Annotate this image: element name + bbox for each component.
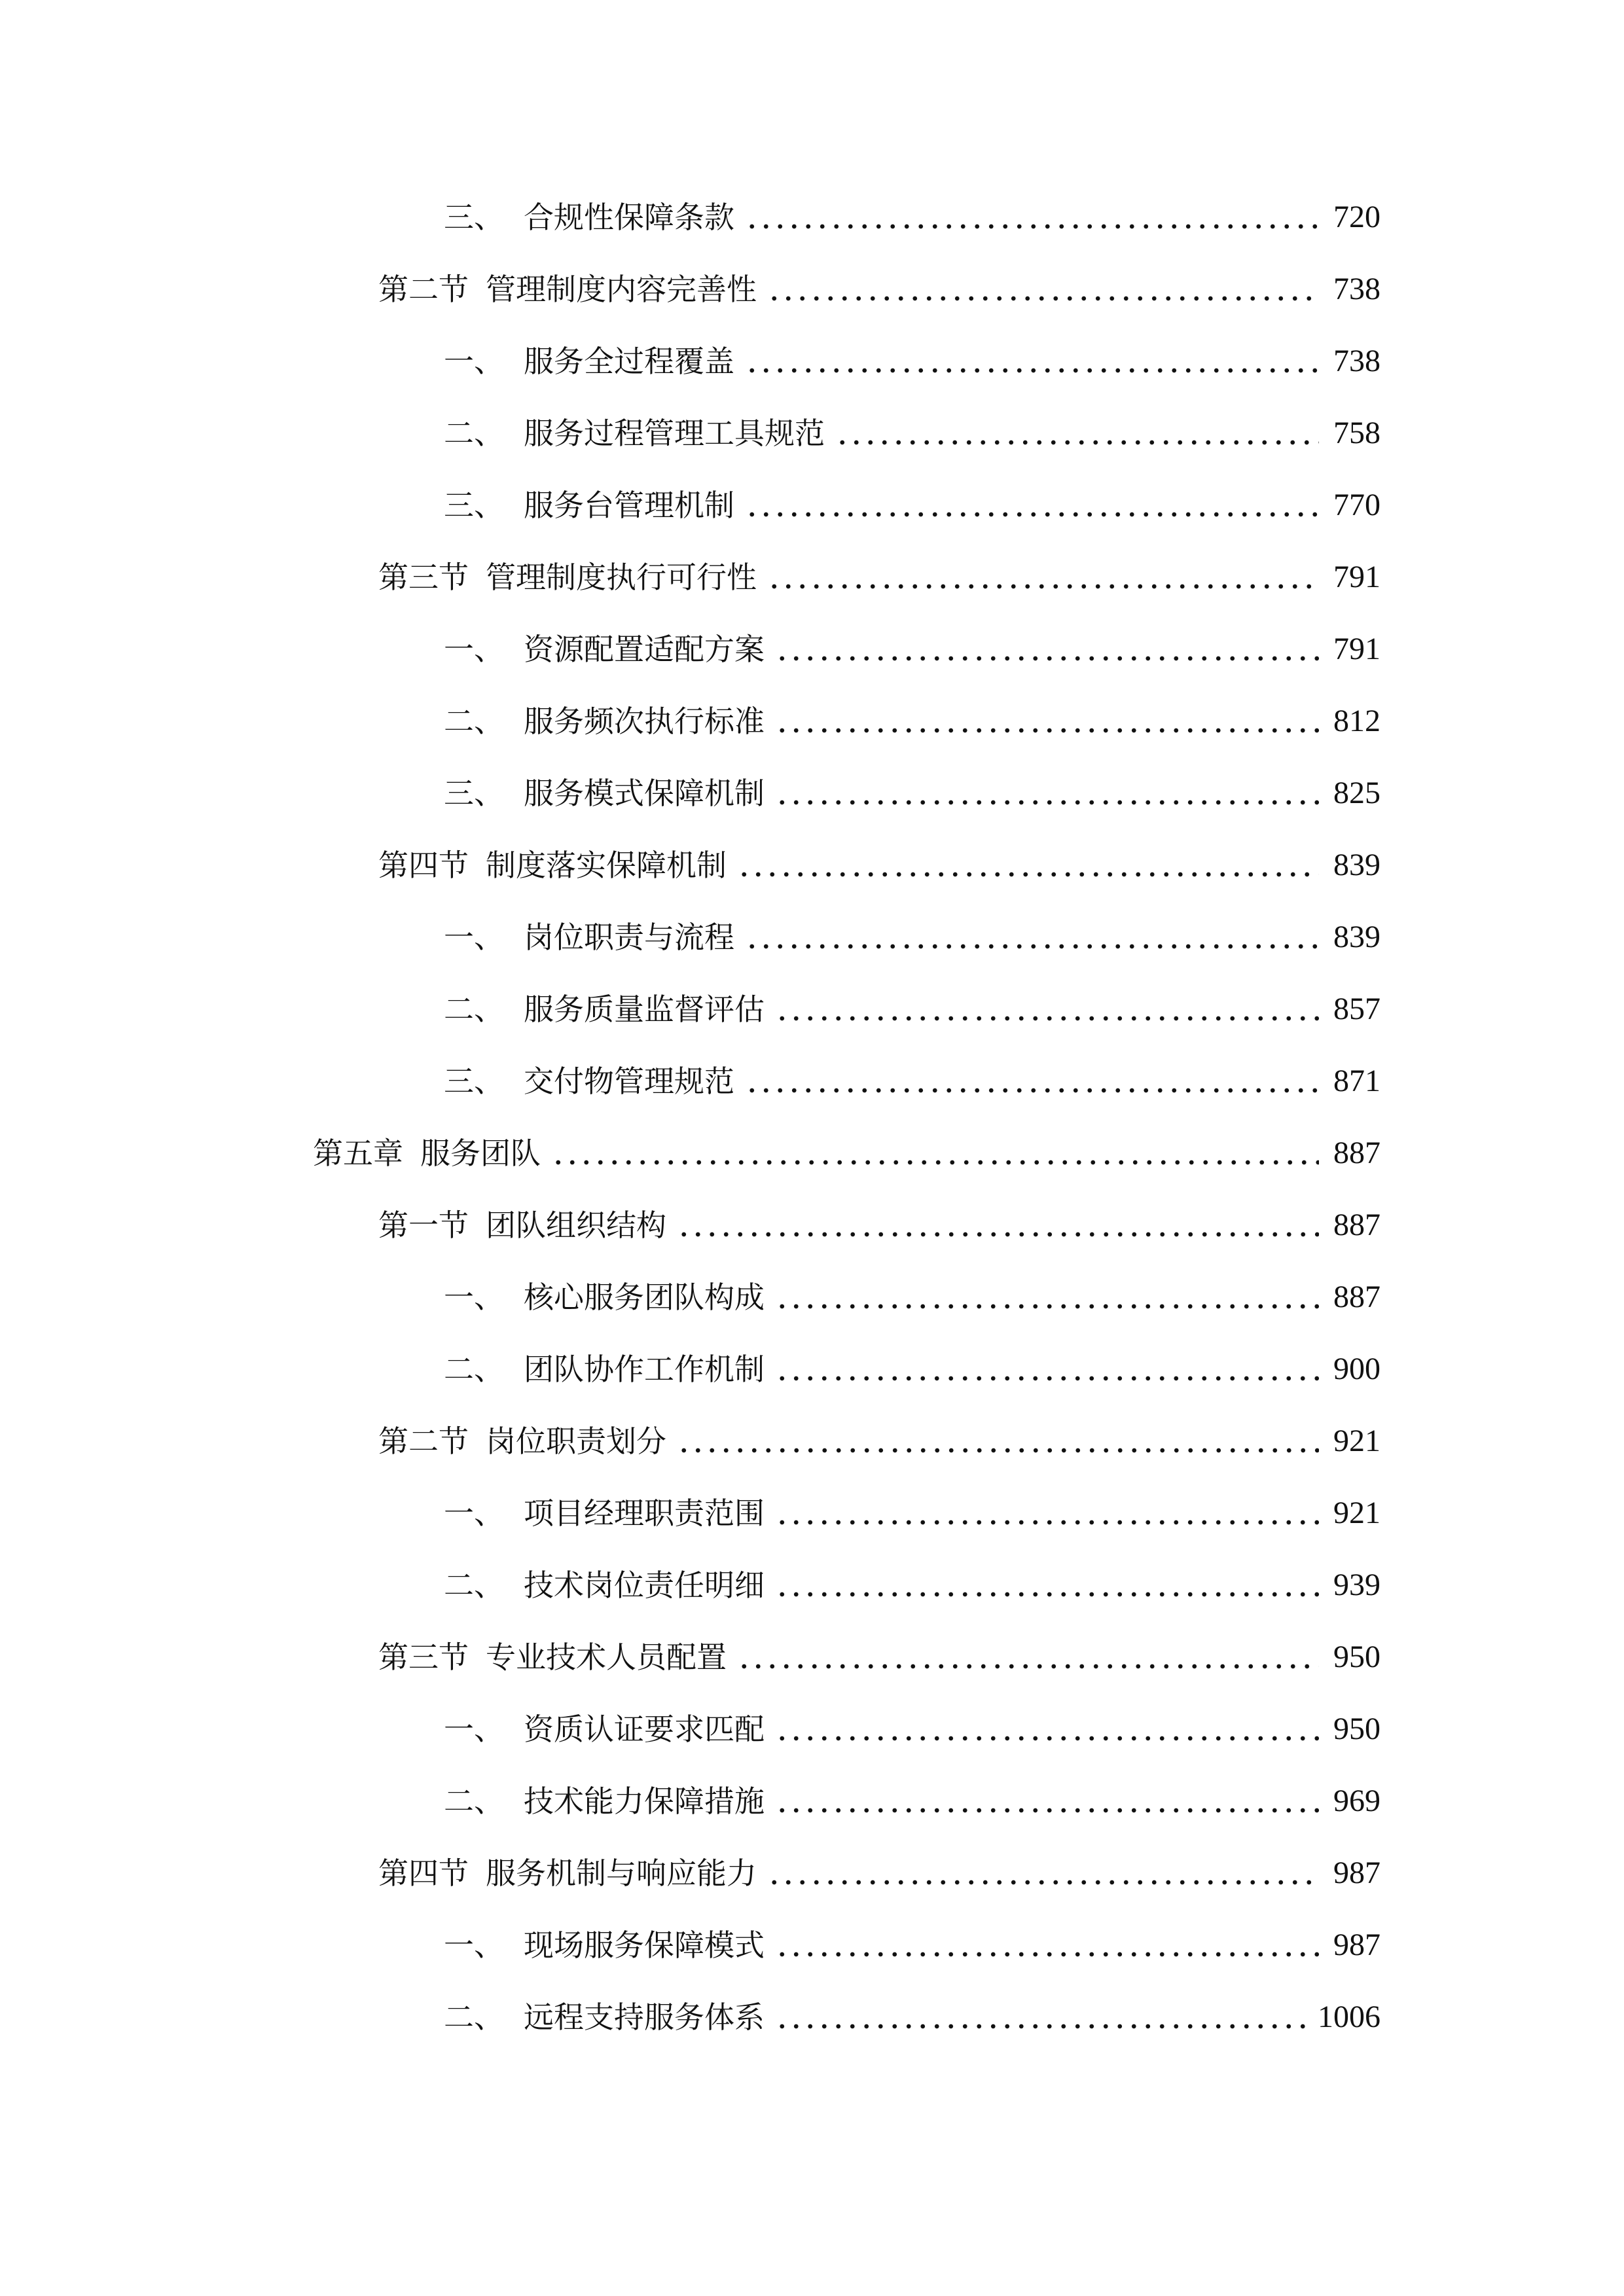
toc-entry-number: 一、 — [444, 1280, 504, 1315]
toc-entry-page-number: 825 — [1333, 776, 1380, 810]
toc-entry-number: 二、 — [444, 2000, 504, 2035]
dot-leader — [767, 296, 1319, 301]
toc-entry[interactable] — [444, 1055, 1380, 1107]
toc-entry-number: 一、 — [444, 1712, 504, 1747]
toc-entry[interactable] — [444, 911, 1380, 963]
toc-entry[interactable] — [313, 1127, 1380, 1179]
toc-entry-page-number: 950 — [1333, 1712, 1380, 1746]
toc-entry-number: 第二节 — [378, 272, 469, 307]
toc-entry-title: 合规性保障条款 — [524, 200, 734, 235]
toc-entry[interactable] — [444, 1271, 1380, 1323]
toc-entry-page-number: 887 — [1333, 1280, 1380, 1314]
dot-leader — [775, 1016, 1319, 1021]
toc-entry-number: 一、 — [444, 632, 504, 667]
toc-entry[interactable] — [444, 1487, 1380, 1539]
toc-entry-page-number: 969 — [1333, 1784, 1380, 1818]
toc-entry[interactable] — [444, 1991, 1380, 2043]
dot-leader — [775, 728, 1319, 733]
toc-entry[interactable] — [378, 1631, 1380, 1683]
toc-entry[interactable] — [444, 623, 1380, 675]
dot-leader — [775, 800, 1319, 805]
toc-entry-title: 岗位职责划分 — [486, 1424, 666, 1459]
toc-entry-title: 核心服务团队构成 — [524, 1280, 765, 1315]
toc-entry-page-number: 950 — [1333, 1640, 1380, 1674]
toc-entry-page-number: 770 — [1333, 488, 1380, 522]
toc-entry-page-number: 987 — [1333, 1856, 1380, 1890]
dot-leader — [737, 872, 1319, 877]
toc-entry-page-number: 921 — [1333, 1424, 1380, 1458]
toc-entry-number: 二、 — [444, 704, 504, 739]
toc-entry-page-number: 939 — [1333, 1568, 1380, 1602]
toc-entry-number: 一、 — [444, 920, 504, 955]
toc-entry[interactable] — [378, 551, 1380, 603]
dot-leader — [745, 368, 1319, 373]
dot-leader — [775, 1520, 1319, 1525]
toc-entry-number: 第五章 — [313, 1136, 403, 1171]
toc-entry-number: 第三节 — [378, 560, 469, 595]
toc-entry-title: 交付物管理规范 — [524, 1064, 734, 1099]
dot-leader — [775, 656, 1319, 661]
toc-entry-number: 一、 — [444, 1928, 504, 1963]
dot-leader — [775, 1376, 1319, 1381]
toc-entry-title: 服务台管理机制 — [524, 488, 734, 523]
toc-entry-number: 第一节 — [378, 1208, 469, 1243]
toc-entry-page-number: 1006 — [1318, 2000, 1380, 2034]
toc-entry-number: 二、 — [444, 1784, 504, 1819]
toc-entry-page-number: 720 — [1333, 200, 1380, 234]
toc-entry[interactable] — [444, 1559, 1380, 1611]
dot-leader — [551, 1160, 1319, 1165]
toc-entry-number: 三、 — [444, 488, 504, 523]
toc-entry-title: 团队组织结构 — [486, 1208, 666, 1243]
toc-entry-number: 第四节 — [378, 1856, 469, 1891]
dot-leader — [677, 1232, 1319, 1237]
toc-entry[interactable] — [378, 1847, 1380, 1899]
dot-leader — [737, 1664, 1319, 1669]
dot-leader — [767, 1880, 1319, 1885]
toc-entry-title: 管理制度执行可行性 — [486, 560, 757, 595]
toc-entry-page-number: 738 — [1333, 272, 1380, 306]
toc-entry-title: 团队协作工作机制 — [524, 1352, 765, 1387]
toc-entry-page-number: 839 — [1333, 920, 1380, 954]
dot-leader — [835, 440, 1319, 445]
dot-leader — [775, 1808, 1319, 1813]
dot-leader — [775, 1736, 1319, 1741]
toc-entry-number: 三、 — [444, 1064, 504, 1099]
dot-leader — [775, 2024, 1308, 2029]
toc-entry-number: 一、 — [444, 1496, 504, 1531]
toc-entry[interactable] — [444, 767, 1380, 819]
toc-entry-page-number: 887 — [1333, 1136, 1380, 1170]
dot-leader — [775, 1952, 1319, 1957]
toc-entry-page-number: 791 — [1333, 632, 1380, 666]
toc-entry-page-number: 812 — [1333, 704, 1380, 738]
toc-entry-page-number: 857 — [1333, 992, 1380, 1026]
toc-entry[interactable] — [378, 263, 1380, 315]
toc-entry[interactable] — [444, 983, 1380, 1035]
toc-entry-number: 三、 — [444, 776, 504, 811]
toc-entry-number: 二、 — [444, 992, 504, 1027]
dot-leader — [745, 224, 1319, 229]
toc-entry-title: 现场服务保障模式 — [524, 1928, 765, 1963]
dot-leader — [775, 1592, 1319, 1597]
toc-entry-page-number: 921 — [1333, 1496, 1380, 1530]
toc-entry[interactable] — [444, 1703, 1380, 1755]
toc-entry[interactable] — [444, 191, 1380, 243]
toc-entry[interactable] — [444, 1919, 1380, 1971]
toc-entry-page-number: 987 — [1333, 1928, 1380, 1962]
toc-entry-title: 服务全过程覆盖 — [524, 344, 734, 379]
toc-entry[interactable] — [444, 335, 1380, 387]
toc-entry-page-number: 900 — [1333, 1352, 1380, 1386]
toc-entry-title: 远程支持服务体系 — [524, 2000, 765, 2035]
toc-entry-number: 二、 — [444, 416, 504, 451]
toc-entry-title: 资质认证要求匹配 — [524, 1712, 765, 1747]
toc-entry-page-number: 887 — [1333, 1208, 1380, 1242]
toc-entry-number: 二、 — [444, 1568, 504, 1603]
dot-leader — [677, 1448, 1319, 1453]
toc-entry[interactable] — [444, 479, 1380, 531]
toc-entry-title: 项目经理职责范围 — [524, 1496, 765, 1531]
toc-entry-title: 服务模式保障机制 — [524, 776, 765, 811]
toc-entry-number: 一、 — [444, 344, 504, 379]
toc-entry-title: 技术能力保障措施 — [524, 1784, 765, 1819]
toc-entry-title: 服务机制与响应能力 — [486, 1856, 757, 1891]
toc-entry[interactable] — [444, 407, 1380, 459]
toc-entry-title: 服务频次执行标准 — [524, 704, 765, 739]
toc-entry[interactable] — [378, 839, 1380, 891]
toc-entry[interactable] — [444, 1343, 1380, 1395]
dot-leader — [767, 584, 1319, 589]
toc-entry-title: 服务质量监督评估 — [524, 992, 765, 1027]
toc-entry-title: 管理制度内容完善性 — [486, 272, 757, 307]
toc-entry-title: 岗位职责与流程 — [524, 920, 734, 955]
toc-entry-page-number: 738 — [1333, 344, 1380, 378]
toc-entry-title: 服务过程管理工具规范 — [524, 416, 825, 451]
dot-leader — [745, 512, 1319, 517]
toc-entry-page-number: 791 — [1333, 560, 1380, 594]
dot-leader — [745, 1088, 1319, 1093]
toc-entry[interactable] — [444, 695, 1380, 747]
toc-entry-title: 专业技术人员配置 — [486, 1640, 727, 1675]
toc-entry-number: 第二节 — [378, 1424, 469, 1459]
toc-entry-title: 资源配置适配方案 — [524, 632, 765, 667]
dot-leader — [775, 1304, 1319, 1309]
toc-entry-number: 第三节 — [378, 1640, 469, 1675]
toc-entry[interactable] — [378, 1415, 1380, 1467]
toc-entry[interactable] — [378, 1199, 1380, 1251]
toc-entry-page-number: 839 — [1333, 848, 1380, 882]
toc-entry-number: 二、 — [444, 1352, 504, 1387]
toc-entry[interactable] — [444, 1775, 1380, 1827]
toc-entry-number: 第四节 — [378, 848, 469, 883]
dot-leader — [745, 944, 1319, 949]
toc-entry-title: 制度落实保障机制 — [486, 848, 727, 883]
toc-entry-page-number: 871 — [1333, 1064, 1380, 1098]
toc-entry-number: 三、 — [444, 200, 504, 235]
toc-entry-title: 技术岗位责任明细 — [524, 1568, 765, 1603]
toc-entry-title: 服务团队 — [420, 1136, 541, 1171]
toc-entry-page-number: 758 — [1333, 416, 1380, 450]
